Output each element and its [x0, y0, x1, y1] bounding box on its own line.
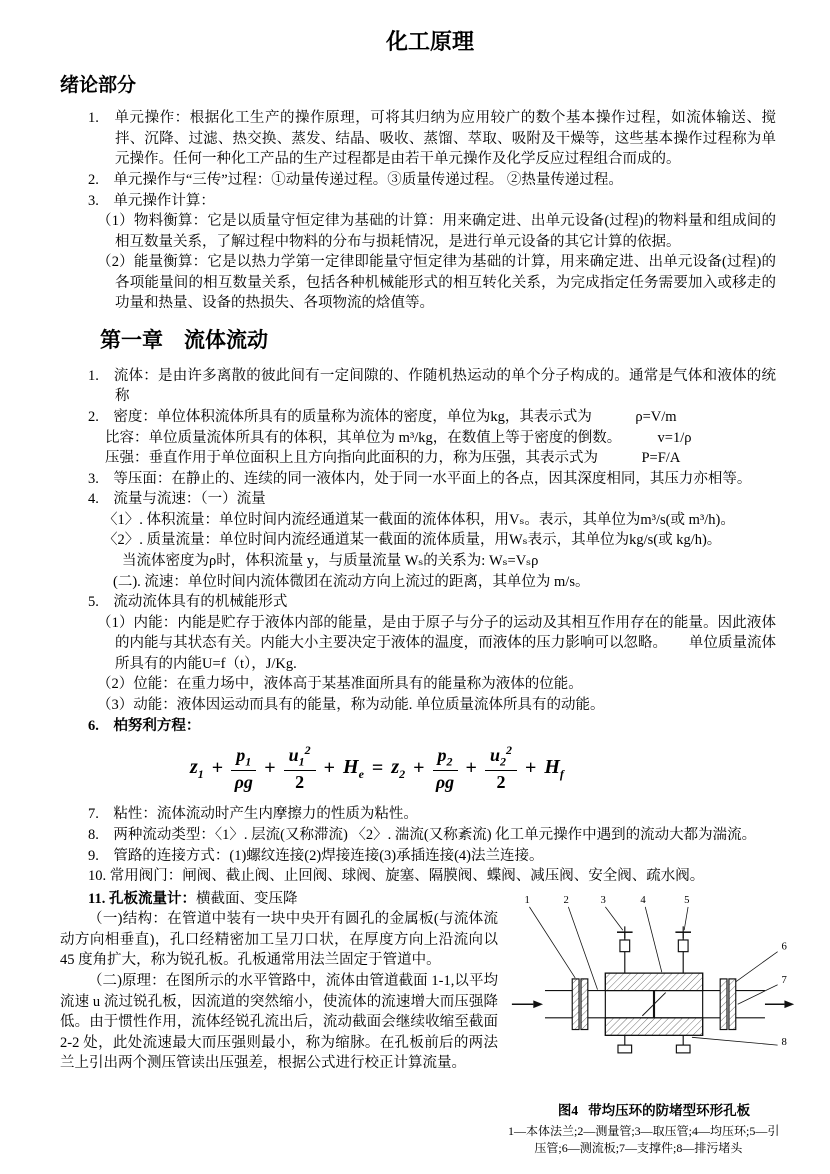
intro-item-3-sub-1: （1）物料衡算：它是以质量守恒定律为基础的计算：用来确定进、出单元设备(过程)的物料量和组成间的相互数量关系，了解过程中物料的分布与损耗情况，是进行单元设备的其它计算的依据。	[97, 213, 776, 250]
ch1-item-2-specific-volume: 比容：单位质量流体所具有的体积，其单位为 m³/kg，在数值上等于密度的倒数。 v=1/ρ	[105, 429, 692, 446]
plus-operator: +	[413, 757, 425, 780]
part-label-8: 8	[781, 1035, 787, 1048]
ch1-item-11-structure: （一)结构：在管道中装有一块中央开有圆孔的金属板(与流体流动方向相垂直)，孔口经精密加工呈刀口状，在厚度方向上沿流向以 45 度角扩大，称为锐孔板。孔板通常用法兰固定于管道中。	[60, 911, 498, 969]
ch1-item-4-velocity: (二). 流速：单位时间内流体微团在流动方向上流过的距离，其单位为 m/s。	[113, 573, 590, 590]
term-z1: $z_1$	[190, 756, 204, 782]
intro-item-3: 3. 单元操作计算：	[88, 192, 215, 209]
chapter1-heading: 第一章 流体流动	[100, 328, 268, 352]
page-title: 化工原理	[385, 29, 474, 54]
plus-operator: +	[524, 757, 537, 780]
inlet-flow-arrow	[512, 1000, 543, 1008]
figure-caption	[508, 1101, 800, 1120]
ch1-item-4-mass-flow: 〈2〉. 质量流量：单位时间内流经通道某一截面的流体质量，用Wₛ表示，其单位为kg/s(或 kg/h)。	[103, 532, 722, 549]
drain-plugs	[618, 1035, 690, 1053]
plus-operator: +	[323, 757, 336, 780]
figure-legend-line-2: 压管;6—测流板;7—支撑件;8—排污堵头	[534, 1141, 743, 1156]
term-z2: $z_2$	[391, 756, 406, 782]
term-u2sq-over-2: $\frac{u_2^2}{2}$	[485, 744, 517, 792]
ch1-item-7: 7. 粘性：流体流动时产生内摩擦力的性质为粘性。	[88, 806, 418, 823]
plus-operator: +	[264, 757, 276, 780]
plus-operator: +	[211, 757, 224, 780]
ch1-item-6-bernoulli-label: 6. 柏努利方程：	[88, 717, 201, 734]
part-label-5: 5	[684, 893, 690, 906]
term-Hf: $H_f$	[544, 756, 564, 782]
left-flange	[572, 979, 579, 1030]
ch1-item-9: 9. 管路的连接方式：(1)螺纹连接(2)焊接连接(3)承插连接(4)法兰连接。	[88, 847, 544, 864]
part-label-7: 7	[781, 973, 787, 986]
term-u1sq-over-2: $\frac{u_1^2}{2}$	[284, 744, 316, 792]
bernoulli-equation	[190, 744, 776, 792]
figure-legend	[508, 1123, 800, 1158]
main-text-block	[60, 73, 776, 886]
orifice-plate	[642, 990, 665, 1017]
term-p2-over-rhog: $\frac{p_2}{\rho g}$	[433, 745, 458, 792]
intro-heading: 绪论部分	[60, 75, 137, 97]
ch1-item-1: 1. 流体：是由许多离散的彼此间有一定间隙的、作随机热运动的单个分子构成的。通常是气体和液体的统称	[88, 367, 776, 405]
part-label-1: 1	[524, 893, 530, 906]
item-11-text-column	[60, 889, 498, 1158]
ch1-item-11	[60, 889, 498, 910]
figure-number: 图4	[557, 1102, 579, 1118]
ch1-item-4-relation: 当流体密度为ρ时，体积流量 y，与质量流量 Wₛ的关系为: Wₛ=Vₛρ	[122, 553, 539, 569]
ch1-item-2-density: 2. 密度：单位体积流体所具有的质量称为流体的密度，单位为kg，其表示式为 ρ=V/m	[88, 408, 677, 425]
figure-title: 带均压环的防堵型环形孔板	[588, 1102, 751, 1118]
ch1-item-10: 10. 常用阀门：闸阀、截止阀、止回阀、球阀、旋塞、隔膜阀、蝶阀、减压阀、安全阀、疏水阀。	[88, 868, 705, 885]
part-label-2: 2	[563, 893, 569, 906]
figure-legend-line-1: 1—本体法兰;2—测量管;3—取压管;4—均压环;5—引	[508, 1123, 780, 1138]
outlet-flow-arrow	[765, 1000, 794, 1008]
ch1-item-5-potential-energy: （2）位能：在重力场中，液体高于某基准面所具有的能量称为液体的位能。	[97, 676, 583, 693]
ch1-item-5-kinetic-energy: （3）动能：液体因运动而具有的能量，称为动能. 单位质量流体所具有的动能。	[97, 697, 605, 714]
item-11-with-figure	[60, 889, 800, 1158]
figure-column	[508, 889, 800, 1158]
ch1-item-5: 5. 流动流体具有的机械能形式	[88, 594, 288, 611]
right-flange	[720, 979, 727, 1030]
part-label-3: 3	[600, 893, 606, 906]
pressure-tap-valves	[617, 926, 691, 973]
term-p1-over-rhog: $\frac{p_1}{\rho g}$	[231, 745, 256, 792]
ch1-item-8: 8. 两种流动类型：〈1〉. 层流(又称滞流) 〈2〉. 湍流(又称紊流) 化工单元操作中遇到的流动大都为湍流。	[88, 826, 757, 843]
term-He: $H_e$	[343, 756, 364, 782]
part-label-6: 6	[781, 940, 787, 953]
ch1-item-11-principle: （二)原理：在图所示的水平管路中，流体由管道截面 1-1,以平均流速 u 流过锐孔板，因流道的突然缩小，使流体的流速增大而压强降低。由于惯性作用，流体经锐孔流出后，流动截面会继续收缩至截面 2-2 处，此处流速最大而压强则最小，称为缩脉。在孔板前后的两法兰上引出两个测压管读出压强差，根据公式进行校正计算流量。	[60, 973, 498, 1072]
intro-item-3-sub-2: （2）能量衡算：它是以热力学第一定律即能量守恒定律为基础的计算，用来确定进、出单元设备(过程)的各项能量间的相互数量关系，包括各种机械能形式的相互转化关系，为完成指定任务需要加入或移走的功量和热量、设备的热损失、各项物流的焓值等。	[97, 254, 776, 312]
part-label-4: 4	[640, 893, 646, 906]
intro-item-1: 1. 单元操作：根据化工生产的操作原理，可将其归纳为应用较广的数个基本操作过程，如流体输送、搅拌、沉降、过滤、热交换、蒸发、结晶、吸收、蒸馏、萃取、吸附及干燥等，这些基本操作过程称为单元操作。任何一种化工产品的生产过程都是由若干单元操作及化学反应过程组合而成的。	[88, 110, 776, 168]
ch1-item-5-internal-energy: （1）内能：内能是贮存于液体内部的能量，是由于原子与分子的运动及其相互作用存在的能量。因此液体的内能与其状态有关。内能大小主要决定于液体的温度，而液体的压力影响可以忽略。 单位质量流体所具有的内能U=f（t），J/Kg.	[97, 614, 776, 672]
ch1-item-4: 4. 流量与流速：（一）流量	[88, 491, 266, 508]
ch1-item-3: 3. 等压面：在静止的、连续的同一液体内，处于同一水平面上的各点，因其深度相同，其压力亦相等。	[88, 470, 752, 487]
equals-operator: =	[371, 757, 384, 780]
intro-item-2: 2. 单元操作与“三传”过程：①动量传递过程。③质量传递过程。 ②热量传递过程。	[88, 171, 623, 188]
ch1-item-11-rest: 横截面、变压降	[195, 890, 298, 907]
orifice-meter-label: 11. 孔板流量计：	[88, 890, 196, 907]
orifice-flowmeter-diagram	[508, 889, 800, 1099]
ch1-item-4-volume-flow: 〈1〉. 体积流量：单位时间内流经通道某一截面的流体体积，用Vₛ。表示，其单位为m³/s(或 m³/h)。	[103, 511, 735, 528]
ch1-item-2-pressure: 压强：垂直作用于单位面积上且方向指向此面积的力，称为压强，其表示式为 P=F/A	[105, 450, 681, 467]
plus-operator: +	[465, 757, 477, 780]
